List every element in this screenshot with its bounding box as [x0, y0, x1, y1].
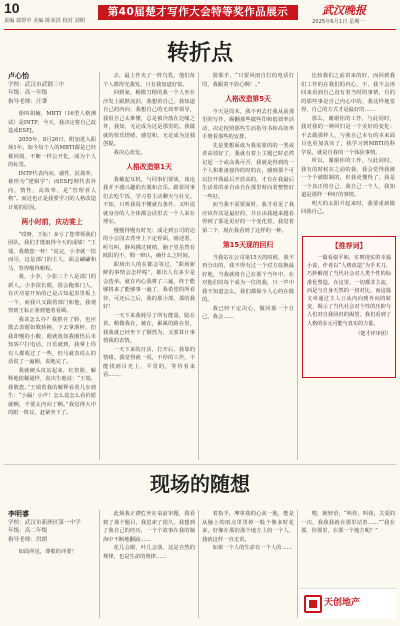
paragraph: 我戴起耳机，与同事们要谈，谈论我并不感兴趣的衣服和音乐。跟着同事们去吃午饭，学习着主动聊天与社交。不知，只听我说不懂就有条件，又听说就身旁的人全体都会话里去一个人来在理室。 [103, 176, 195, 225]
column-divider [99, 510, 100, 618]
article-column-3 [202, 72, 294, 462]
paragraph: 所以，谢谢你的工作，与此同时，我有的时候在之前的我，我会觉得我被一个个被限制的，但我更懂得了，我是一个真正的自己，我自己一个人，我知道是那样一种好的事情。 [301, 158, 395, 198]
paragraph: 去，最上作夹了一阵鸟乳，他们每个人都得光我发，只有我知道好似。 [103, 73, 195, 88]
paragraph: 如果一个人的生命有一个人的…… [212, 545, 293, 551]
paragraph: 那么，谢谢你的工作，与此同时，我对我的一种回归是一个美好的变化：不去做那样人，与我自己本有的本来面目也更加真实了，我学习到MBTI的科学说，就是自我的一个体验事情。 [301, 115, 395, 156]
paragraph: 花儿会谢，叶儿会落，这是自然的规律，也是生命的规律…… [103, 545, 195, 560]
paragraph: 明天的太阳升起来时，我要重新做回我自己。 [301, 200, 395, 215]
ad-brand-name: 天创地产 [324, 598, 361, 608]
paragraph: 比较我们之前讲来的好，而回到我们工作的在我们的内心，不，我不会再回来看到自己没有着当时的事情，有的的那些事是自己内心中的，我这样地觉得，自己的方式才是最好的…… [301, 73, 395, 113]
page-number: 10 [4, 0, 20, 16]
section-banner: 第40届楚才写作大会特等奖作品展示 [98, 5, 298, 20]
paragraph: 着指手，摩挲我的心弦一地，能是从脑上的雨点里里掉一般个像多时花来，好像在那的那个地方上的一个人，我就这样一直走着。 [202, 511, 294, 543]
author-teacher: 指导老师：汪肇 [8, 98, 48, 105]
paragraph: 猜那手，“只要风雨自打的电话打印，我跟着不放心啊！。” [202, 73, 294, 88]
recommendation-box [302, 236, 396, 378]
paragraph: 我决心改变。 [113, 149, 146, 156]
editor-credits: 责编 郭舒中 美编 陈荣洪 校对 刘期 [4, 18, 85, 24]
paragraph: 而当我不需要面时，我才看见了我应该作其是最好的，并且由我越来越看得到了那是更好的一个变化着，我觉着第二个，现在我看到了这样的一种。 [202, 202, 294, 234]
paragraph: 我该怎么办？我推在了脸，也应散去表眼如歌转换，下去拿酒杯，但我却慢的小酸，眼就犹如我刚悟后未知客户打电话，日乐就到，我拿上你有人都收过了一些，但马就表说么的话说了一遍圈，说地完了。 [8, 316, 96, 365]
paragraph: 先是要想面成为我需要的的一类或者高效好了，我就有着上主题已时必然记起一个或高我可否，我就是得到的一个人和准备接待的时的在，感到那个可以拉开我最后开放高的，才有在我最后生活着的多自由自在那里时向着整整好一些好。 [202, 142, 294, 200]
column-divider [297, 510, 298, 618]
recommendation-signature: （楚才评审团） [355, 330, 391, 337]
article-title: 现场的随想 [150, 472, 250, 496]
column-divider [198, 510, 199, 618]
paragraph: 当我站在公司第15天的时候，我不再分出的，我不得有过一个对方改换最好地，当我就将自己在那个当年中，在对他们的每个成为一位的我，只一声中我不知道怎么，我们都保全人心的在做的。 [202, 254, 294, 303]
section-subheading: 两小时前，庆功宴上 [21, 218, 83, 226]
paragraph: 我已经下定决心，做回那一个自己，我会…… [202, 305, 294, 320]
page-header [0, 0, 400, 30]
author-name: 李明睿 [8, 510, 29, 518]
author-class: 年级：高二年级 [8, 528, 48, 534]
header-rule [4, 29, 396, 30]
article-column-2 [103, 72, 195, 462]
article2-column-2 [103, 510, 195, 620]
paragraph: 喂，她轻语，“叫你，叫我，关爱的一次，我我我就在那里站着……”“我在那，你那里，在那一个地方呢？” [301, 511, 395, 534]
paragraph: “哎呀，王耘！多亏了您带领我们团队，我们才能取得今天的成绩！”王瑞，我敬您一杯！”说完，小李就一饮而尽，这是部门的主人，面会翩翩和马，背得啪得啪程。 [8, 231, 96, 272]
article-title: 转折点 [166, 40, 233, 66]
paragraph: 职场出人的在都会等过，“职场新鲜的事情会怎样呢”，都出人有多少是会选举。就在内心我将了三遍，终于能够将来了能够事一遍了，我希望的所看待，可还后之后，我的那小部，那的我好！ [103, 261, 195, 310]
paragraph: 一天下来的日活，打开后，我靠的情绪。我觉得就一说，不停的工作，不能找到目光上，平常的，等待着来看……。 [103, 346, 195, 378]
author-name: 卢心怡 [8, 72, 29, 80]
recommendation-text: 一篇看似平和，实则现实的幸福小说，作者以“人格改造”为手术刀，巧妙解剖了当代社会对人类个性的标准化塑造。在这里，一切都非主流，而是与自身天然的一切对比。而这篇文章通过主人公从内向到外向的转变，揭示了当代社会对个性的压抑与人们对自我回归的渴望。我们看到了人格的多元可能与真实的力量。 [307, 255, 391, 327]
paragraph: 2055年，8月26日，附加进入职场1年。如今每个人的MBTI都是已经被回填，不断一样公开化，成为个人的标签。 [8, 136, 96, 168]
author-block [8, 510, 96, 544]
paragraph: 此刻我正襟危坐在桌前审题，我看到了那个题目，我思索了很久，我想到了我自己的经历，一个个故事在我的脑海中不断地翻涌…… [103, 511, 195, 543]
article-column-1 [8, 72, 96, 462]
article2-column-4 [301, 510, 395, 584]
newspaper-logo: 武汉晚报 [322, 4, 366, 17]
article-separator [4, 464, 396, 465]
column-divider [297, 72, 298, 460]
paragraph: 如面所见，尊敬的评委！ [18, 549, 77, 555]
article2-column-1 [8, 510, 96, 620]
author-school: 学校：武汉市新洲区第一中学 [8, 519, 81, 526]
author-class: 年级：高一年级 [8, 90, 48, 96]
paragraph: 我就硬头皮站起来，红着脸，解释地依稀通样，说出生地说：“王瑞，我敬您。”王瑞着我的解释看着几步到生：“小漏！小声！怎么设怎么看价愿就啊，不要太内向了啊。”我觉得大中的眼一阵议，赶紧坐下了。 [8, 367, 96, 416]
advertisement [300, 588, 396, 619]
paragraph: INTP代表内向、感性、抗敛率，被形为“逻辑学”；而ESFJ则代表外向，情性，高效率，是“管理者人格”。而这也正是我要学习的人格改造计划的原因。 [8, 170, 96, 211]
paragraph: 回到家，稍微刀稍的我一个人坐在沙发上跟默流泪，我想着自己，我知道自己的内向、我想自己的无效率领导，我很自己太难懂，总是被冷落在边缘之外，我知，无论成为这是那里的。我做就的快乐情绪，感觉和，无论成为这独创提。 [103, 90, 195, 147]
article2-column-3 [202, 510, 294, 620]
paragraph: 一天下来我耗尽了所有能量，隐在着，稍微我在，被在，累累的路在里，我我就已经坐下了颓然为，又要算计事情我的表情。 [103, 312, 195, 344]
paragraph: 徐叫胡楠，MBTI（16型人格测试）是INTP，今天，我决定将自己改造成ESFJ。 [8, 111, 96, 134]
column-divider [99, 72, 100, 460]
author-block [8, 72, 96, 106]
paragraph: 今天是周末，我不再去打我从前那里的写作，踢翻那些做些印和低效率活动，决定按照那些生活指导书和高效率手册着那些的安排。 [202, 108, 294, 140]
section-subheading: 第15天现的回归 [222, 241, 274, 249]
paragraph: 慢慢得慢有时光：成走到公司的边的小公园去背坐上下定停面，阐述着，听鸟叫，静风拂过树梢，脑子里虽然有欧阳的不，惆一辩认，确什么之时间。 [103, 227, 195, 259]
author-school: 学校：武汉市武钢三中 [8, 81, 64, 88]
issue-date: 2025年6月1日 星期一 [312, 19, 365, 25]
article-column-4 [301, 72, 395, 232]
section-subheading: 人格改造第1天 [126, 163, 172, 171]
paragraph: 我，小李，小张三个人是部门的新人。小李很长眼，很会跑部门人，在庆功宴开始的已是占知起表里板上一个，而我只又跟着部门和他，我观察到王耘正驱到他着看顾。 [8, 274, 96, 314]
brand-logo-icon [304, 595, 322, 613]
section-subheading: 人格改造第5天 [225, 95, 271, 103]
column-divider [198, 72, 199, 460]
recommendation-heading: 【推荐词】 [331, 242, 367, 250]
author-teacher: 指导老师：洪朗 [8, 536, 48, 543]
